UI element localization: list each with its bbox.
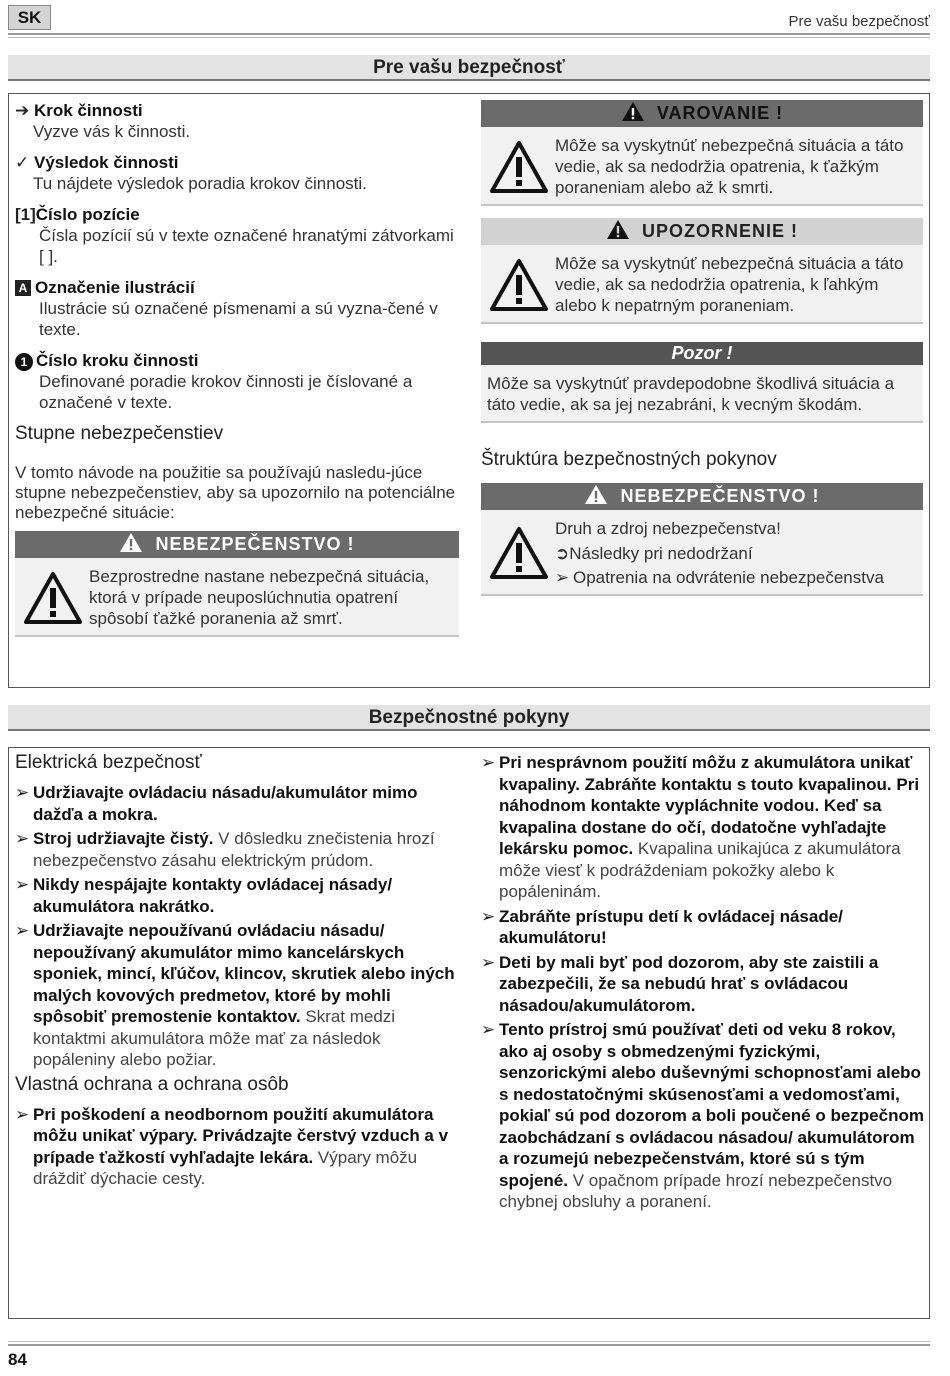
instruction-item: ➢ Pri poškodení a neodbornom použití akumulátora môžu unikať výpary. Privádzajte čerstvý vzduch a v prípade ťažkostí vyhľadajte lekára. Výpary môžu dráždiť dýchacie cesty. bbox=[15, 1104, 449, 1188]
danger-box bbox=[15, 531, 459, 637]
chevron-right-icon: ➢ bbox=[481, 1020, 496, 1039]
header-rule bbox=[8, 33, 930, 38]
instruction-item: ➢ Nikdy nespájajte kontakty ovládacej násady/ akumulátora nakrátko. bbox=[15, 875, 393, 916]
warning-triangle-icon bbox=[621, 101, 645, 122]
chevron-right-icon: ➢ bbox=[15, 1104, 30, 1124]
notice-body: Môže sa vyskytnúť pravdepodobne škodlivá situácia a táto vedie, ak sa jej nezabráni, k vecným škodám. bbox=[487, 374, 895, 414]
measures-line: ➢ Opatrenia na odvrátenie nebezpečenstva bbox=[555, 568, 884, 587]
arrow-icon: ➔ bbox=[15, 101, 30, 120]
section-title-safety: Pre vašu bezpečnosť bbox=[8, 55, 930, 81]
warning-triangle-icon bbox=[489, 258, 549, 312]
instructions-box bbox=[8, 747, 930, 1319]
chevron-right-icon: ➢ bbox=[15, 875, 30, 894]
electrical-list bbox=[15, 782, 461, 1071]
warning-triangle-icon bbox=[23, 571, 83, 625]
safety-box bbox=[8, 93, 930, 688]
consequences-line: ➲Následky pri nedodržaní bbox=[555, 544, 753, 563]
structure-body bbox=[481, 510, 923, 594]
language-badge: SK bbox=[8, 5, 51, 30]
levels-intro: V tomto návode na použitie sa používajú nasledu-júce stupne nebezpečenstiev, aby sa upozornilo na potenciálne nebezpečné situácie: bbox=[15, 463, 456, 522]
danger-header: NEBEZPEČENSTVO ! bbox=[15, 531, 459, 558]
warning-triangle-icon bbox=[584, 484, 608, 505]
instruction-item: ➢ Zabráňte prístupu detí k ovládacej násade/ akumulátoru! bbox=[481, 906, 843, 947]
warning-triangle-icon bbox=[119, 532, 143, 553]
danger-body: Bezprostredne nastane nebezpečná situácia, ktorá v prípade neuposlúchnutia opatrení spôsobí ťažké poranenia až smrť. bbox=[15, 558, 459, 635]
instruction-item: ➢ Stroj udržiavajte čistý. V dôsledku znečistenia hrozí nebezpečenstvo zásahu elektrickým prúdom. bbox=[15, 829, 435, 870]
warning-header: VAROVANIE ! bbox=[481, 100, 923, 127]
instruction-item: ➢ Deti by mali byť pod dozorom, aby ste zaistili a zabezpečili, že sa nebudú hrať s ovládacou násadou/akumulátorom. bbox=[481, 952, 879, 1015]
warning-body: Môže sa vyskytnúť nebezpečná situácia a táto vedie, ak sa nedodržia opatrenia, k ťažkým poraneniam alebo až k smrti. bbox=[481, 127, 923, 204]
instruction-item: ➢ Tento prístroj smú používať deti od veku 8 rokov, ako aj osoby s obmedzenými fyzickými, senzorickými alebo duševnými schopnosťami alebo s nedostatočnými skúsenosťami a vedomosťami, pokiaľ sú pod dozorom a boli poučené o bezpečnom zaobchádzaní s ovládacou násadou/ akumulátorom a rozumejú nebezpečenstvám, ktoré sú s tým spojené. V opačnom prípade hrozí nebezpečenstvo chybnej obsluhy a poranení. bbox=[481, 1020, 924, 1211]
chevron-right-icon: ➢ bbox=[15, 921, 30, 940]
left-column bbox=[15, 100, 459, 649]
personal-heading: Vlastná ochrana a ochrana osôb bbox=[15, 1073, 289, 1095]
letter-a-icon: A bbox=[15, 280, 31, 296]
instruction-item: ➢ Udržiavajte ovládaciu násadu/akumulátor mimo dažďa a mokra. bbox=[15, 783, 418, 824]
structure-heading: Štruktúra bezpečnostných pokynov bbox=[481, 449, 777, 470]
legend-illustration: A Označenie ilustrácií Ilustrácie sú označené písmenami a sú vyzna-čené v texte. bbox=[15, 277, 459, 340]
chevron-right-icon: ➢ bbox=[15, 783, 30, 802]
notice-header: Pozor ! bbox=[481, 342, 923, 365]
chevron-right-icon: ➢ bbox=[481, 906, 496, 926]
chevron-right-icon: ➢ bbox=[555, 568, 570, 587]
caution-box bbox=[481, 218, 923, 324]
page-number: 84 bbox=[8, 1350, 27, 1369]
right-column bbox=[481, 100, 923, 608]
caution-body: Môže sa vyskytnúť nebezpečná situácia a táto vedie, ak sa nedodržia opatrenia, k ľahkým alebo k nepatrným poraneniam. bbox=[481, 245, 923, 322]
instructions-left-column bbox=[15, 752, 461, 1193]
structure-box bbox=[481, 483, 923, 596]
notice-box bbox=[481, 342, 923, 423]
running-title: Pre vašu bezpečnosť bbox=[788, 13, 930, 30]
child-safety-list bbox=[481, 752, 927, 1213]
hazard-source: Druh a zdroj nebezpečenstva! bbox=[555, 519, 781, 538]
warning-triangle-icon bbox=[489, 140, 549, 194]
checkmark-icon: ✓ bbox=[15, 153, 30, 172]
personal-list bbox=[15, 1104, 461, 1190]
instructions-right-column bbox=[481, 752, 927, 1216]
warning-triangle-icon bbox=[489, 526, 549, 580]
legend-result: ✓ Výsledok činnosti Tu nájdete výsledok poradia krokov činnosti. bbox=[15, 153, 367, 193]
number-one-icon: 1 bbox=[15, 353, 33, 371]
instruction-item: ➢ Pri nesprávnom použití môžu z akumulátora unikať kvapaliny. Zabráňte kontaktu s touto kvapalinou. Pri náhodnom kontakte vypláchnite vodou. Keď sa kvapalina dostane do očí, dodatočne vyhľadajte lekársku pomoc. Kvapalina unikajúca z akumulátora môže viesť k podráždeniam pokožky alebo k popáleninám. bbox=[481, 753, 920, 901]
position-bracket-icon: [1] bbox=[15, 205, 36, 224]
warning-triangle-icon bbox=[606, 219, 630, 240]
levels-heading: Stupne nebezpečenstiev bbox=[15, 423, 224, 444]
electrical-heading: Elektrická bezpečnosť bbox=[15, 752, 202, 773]
legend-step-number: 1 Číslo kroku činnosti Definované poradie krokov činnosti je číslované a označené v texte. bbox=[15, 350, 459, 413]
section-title-instructions: Bezpečnostné pokyny bbox=[8, 705, 930, 731]
legend-step: ➔ Krok činnosti Vyzve vás k činnosti. bbox=[15, 101, 191, 141]
chevron-right-icon: ➢ bbox=[15, 829, 30, 848]
legend-position: [1]Číslo pozície Čísla pozícií sú v texte označené hranatými zátvorkami [ ]. bbox=[15, 205, 454, 266]
consequence-arrow-icon: ➲ bbox=[555, 544, 570, 563]
warning-box bbox=[481, 100, 923, 206]
footer-rule bbox=[8, 1341, 930, 1346]
instruction-item: ➢ Udržiavajte nepoužívanú ovládaciu násadu/ nepoužívaný akumulátor mimo kancelárskych sponiek, mincí, kľúčov, klincov, skrutiek alebo iných malých kovových predmetov, ktoré by mohli spôsobiť premostenie kontaktov. Skrat medzi kontaktmi akumulátora môže mať za následok popáleniny alebo požiar. bbox=[15, 921, 455, 1069]
structure-header: NEBEZPEČENSTVO ! bbox=[481, 483, 923, 510]
chevron-right-icon: ➢ bbox=[481, 952, 496, 972]
chevron-right-icon: ➢ bbox=[481, 753, 496, 772]
caution-header: UPOZORNENIE ! bbox=[481, 218, 923, 245]
